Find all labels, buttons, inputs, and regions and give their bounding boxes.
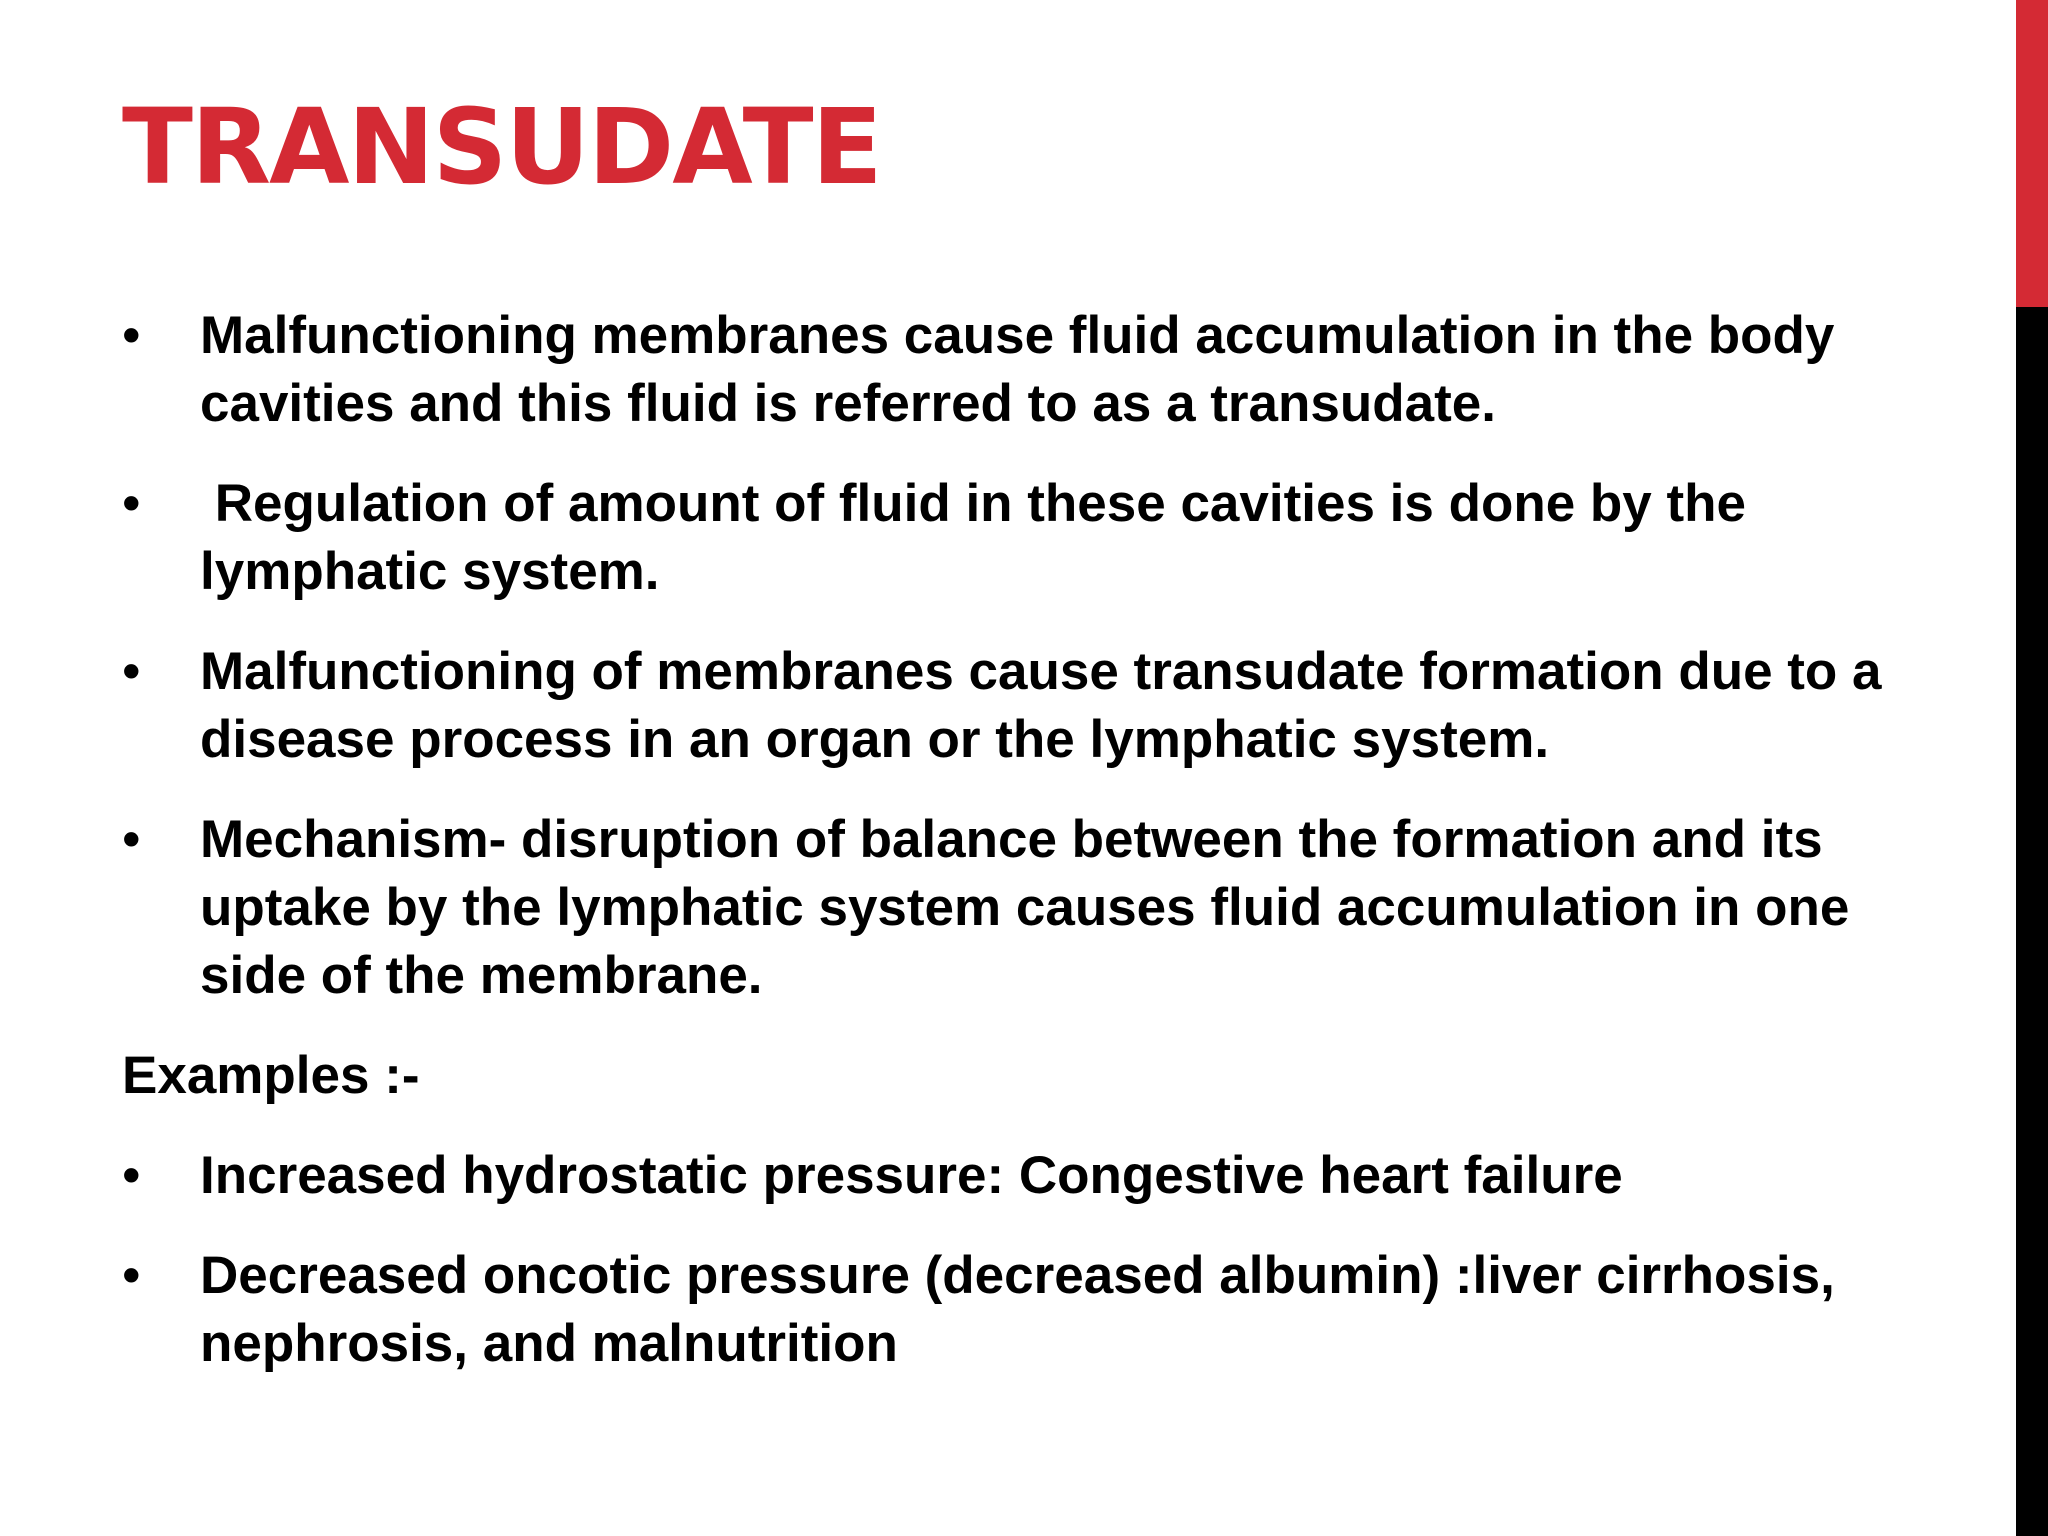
bullet-item bbox=[122, 638, 1902, 774]
bullet-text: Mechanism- disruption of balance between the formation and its uptake by the lymphatic system causes fluid accumulation in one side of the membrane. bbox=[200, 810, 1850, 1005]
bullet-icon: • bbox=[122, 474, 141, 533]
example-item bbox=[122, 1142, 1902, 1210]
example-text: Increased hydrostatic pressure: Congestive heart failure bbox=[200, 1146, 1623, 1205]
slide-title: TRANSUDATE bbox=[122, 86, 881, 208]
example-item bbox=[122, 1242, 1902, 1378]
slide-content bbox=[122, 302, 1902, 1410]
bullet-text: Malfunctioning membranes cause fluid accumulation in the body cavities and this fluid is referred to as a transudate. bbox=[200, 306, 1835, 433]
bullet-icon: • bbox=[122, 642, 141, 701]
bullet-icon: • bbox=[122, 1246, 141, 1305]
bullet-icon: • bbox=[122, 810, 141, 869]
examples-list bbox=[122, 1142, 1902, 1378]
bullet-text: Regulation of amount of fluid in these cavities is done by the lymphatic system. bbox=[200, 474, 1761, 601]
side-accent-bar-red bbox=[2016, 0, 2048, 307]
bullet-item bbox=[122, 470, 1902, 606]
bullet-item bbox=[122, 806, 1902, 1010]
bullet-icon: • bbox=[122, 306, 141, 365]
side-accent-bar-black bbox=[2016, 307, 2048, 1536]
bullet-item bbox=[122, 302, 1902, 438]
bullet-text: Malfunctioning of membranes cause transudate formation due to a disease process in an organ or the lymphatic system. bbox=[200, 642, 1882, 769]
bullet-icon: • bbox=[122, 1146, 141, 1205]
bullet-list bbox=[122, 302, 1902, 1010]
examples-heading: Examples :- bbox=[122, 1046, 420, 1105]
example-text: Decreased oncotic pressure (decreased albumin) :liver cirrhosis, nephrosis, and malnutrition bbox=[200, 1246, 1835, 1373]
